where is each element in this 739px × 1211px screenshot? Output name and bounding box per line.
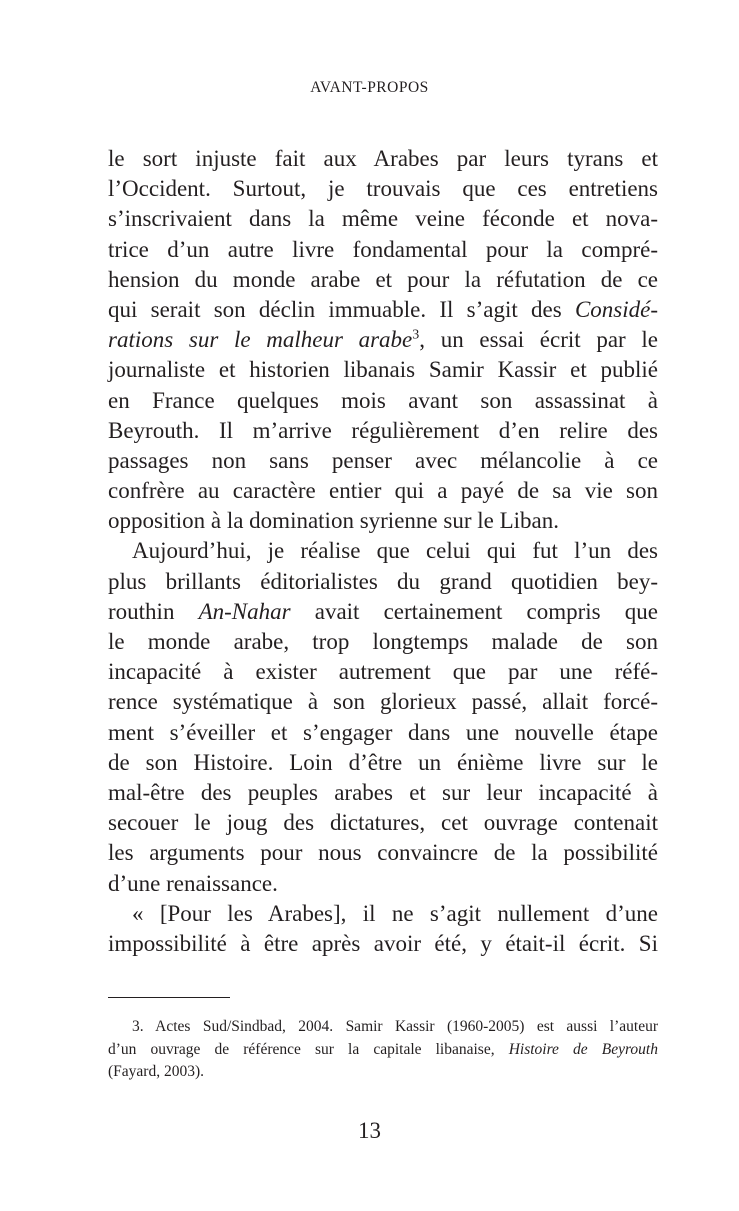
newspaper-title-italic: An-Nahar xyxy=(198,598,291,624)
text-line: mal-être des peuples arabes et sur leur incapacité à xyxy=(108,779,658,805)
text-line: passages non sans penser avec mélancolie à ce xyxy=(108,447,658,473)
text-line: « [Pour les Arabes], il ne s’agit nullement d’une xyxy=(132,900,658,926)
text-line: rence systématique à son glorieux passé, allait forcé- xyxy=(108,689,658,715)
text-line: incapacité à exister autrement que par une réfé- xyxy=(108,659,658,685)
book-title-italic: rations sur le malheur arabe xyxy=(108,327,413,353)
text-line: secouer le joug des dictatures, cet ouvrage contenait xyxy=(108,810,658,836)
text-run: d’un ouvrage de référence sur la capitale libanaise, xyxy=(108,1040,509,1058)
text-run: , un essai écrit par le xyxy=(419,327,659,353)
text-line: impossibilité à être après avoir été, y était-il écrit. Si xyxy=(108,930,658,956)
text-line: plus brillants éditorialistes du grand quotidien bey- xyxy=(108,568,658,594)
text-line: trice d’un autre livre fondamental pour la compré- xyxy=(108,236,658,262)
text-line xyxy=(108,325,658,355)
text-line: opposition à la domination syrienne sur le Liban. xyxy=(108,508,559,534)
text-line: ment s’éveiller et s’engager dans une nouvelle étape xyxy=(108,719,658,745)
text-line: Beyrouth. Il m’arrive régulièrement d’en relire des xyxy=(108,417,658,443)
text-line: journaliste et historien libanais Samir Kassir et publié xyxy=(108,357,658,383)
text-line: d’une renaissance. xyxy=(108,870,278,896)
footnote-separator xyxy=(108,997,230,998)
main-text xyxy=(108,144,658,959)
text-line: les arguments pour nous convaincre de la possibilité xyxy=(108,840,658,866)
book-title-italic: Histoire de Beyrouth xyxy=(508,1040,658,1058)
text-run: routhin xyxy=(108,598,199,624)
text-line: de son Histoire. Loin d’être un énième livre sur le xyxy=(108,749,658,775)
footnote-line: (Fayard, 2003). xyxy=(108,1063,204,1080)
footnotes xyxy=(108,1016,658,1084)
text-line: en France quelques mois avant son assassinat à xyxy=(108,387,658,413)
text-line: hension du monde arabe et pour la réfutation de ce xyxy=(108,266,658,292)
footnote-ref: 3 xyxy=(412,327,420,343)
page-number: 13 xyxy=(358,1118,381,1143)
text-run: avait certainement compris que xyxy=(290,598,658,624)
footnote-line: 3. Actes Sud/Sindbad, 2004. Samir Kassir (1960-2005) est aussi l’auteur xyxy=(132,1018,658,1035)
text-line: Aujourd’hui, je réalise que celui qui fut l’un des xyxy=(132,538,658,564)
text-line: le sort injuste fait aux Arabes par leurs tyrans et xyxy=(108,146,658,171)
text-line: l’Occident. Surtout, je trouvais que ces entretiens xyxy=(108,176,658,202)
footnote-line xyxy=(108,1039,658,1062)
running-head: AVANT-PROPOS xyxy=(310,79,429,96)
text-line: le monde arabe, trop longtemps malade de son xyxy=(108,629,658,654)
text-line: confrère au caractère entier qui a payé de sa vie son xyxy=(108,478,658,504)
text-line xyxy=(108,295,658,325)
text-line xyxy=(108,597,658,627)
text-line: s’inscrivaient dans la même veine féconde et nova- xyxy=(108,206,658,232)
text-run: qui serait son déclin immuable. Il s’agit des xyxy=(108,296,575,322)
book-title-italic: Considé- xyxy=(574,296,658,322)
